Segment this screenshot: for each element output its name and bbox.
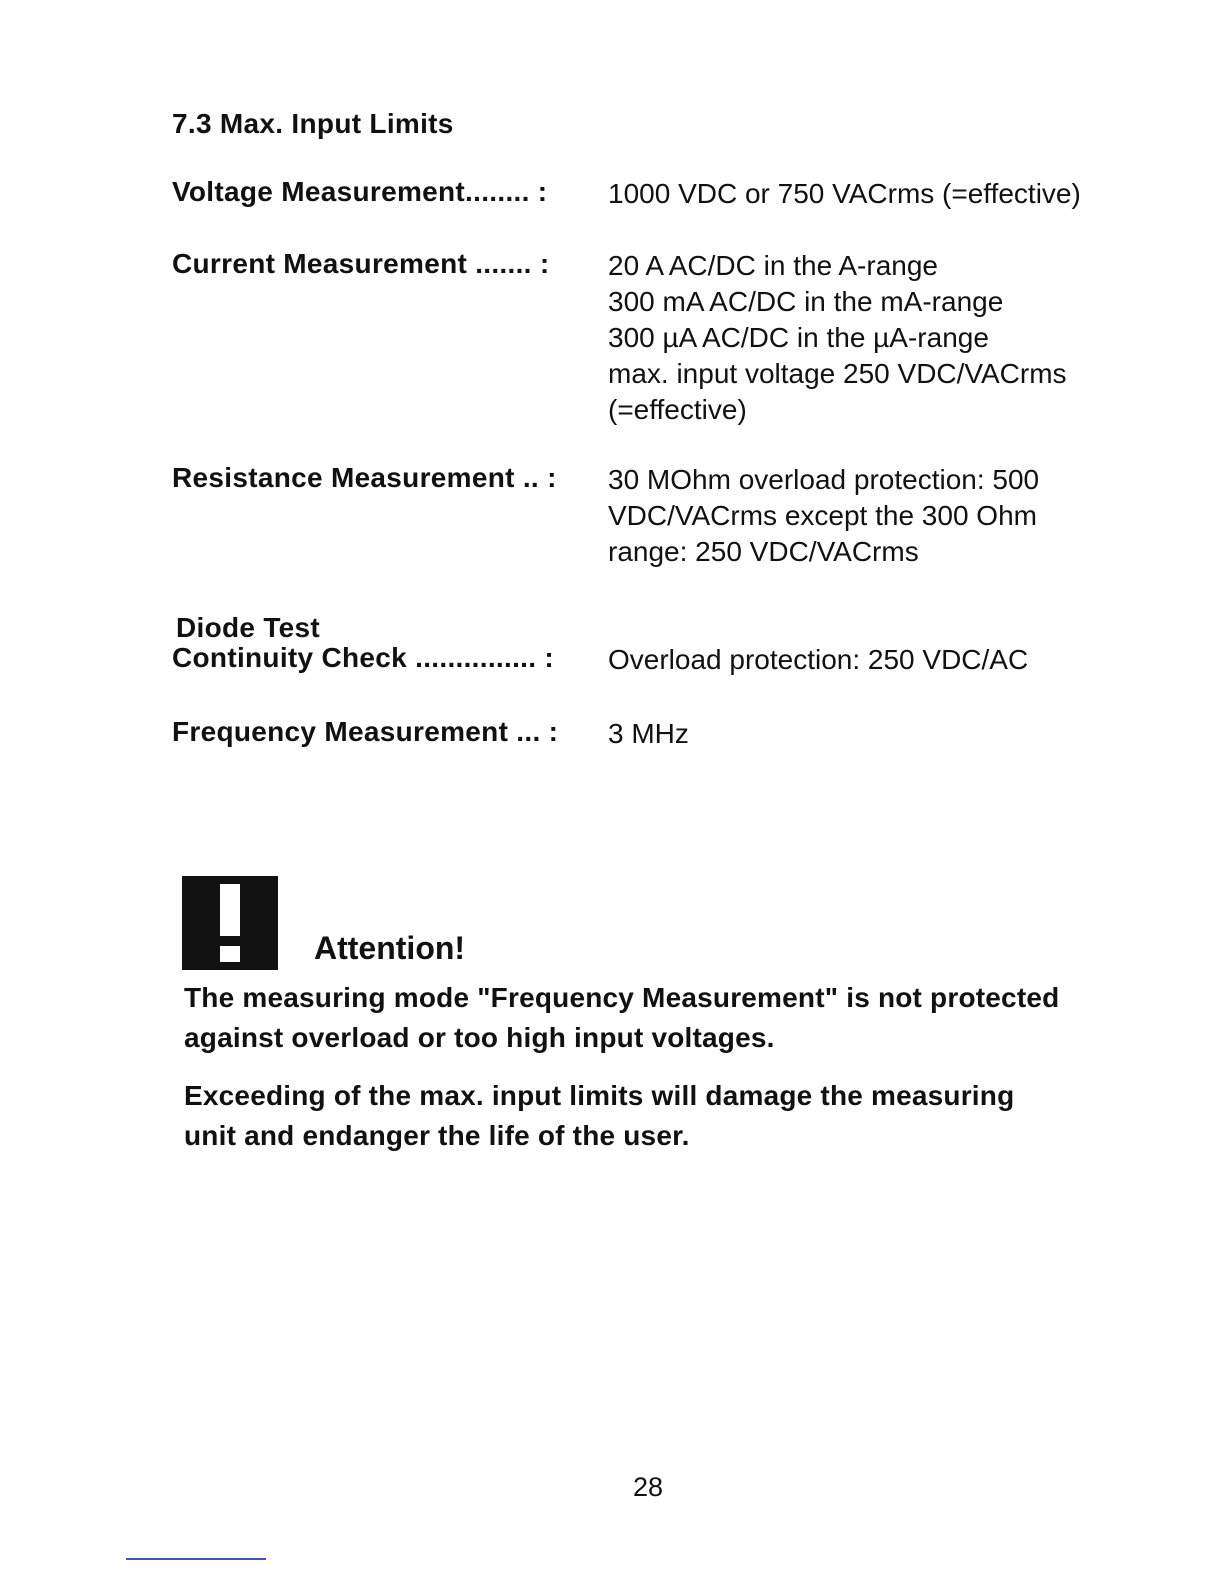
spec-row-continuity xyxy=(172,642,1112,678)
warning-line: The measuring mode "Frequency Measurement" is not protected xyxy=(184,982,1060,1013)
spec-label-resistance xyxy=(172,462,598,494)
exclamation-bar xyxy=(220,884,240,936)
exclamation-warning-icon xyxy=(182,876,278,970)
warning-paragraph xyxy=(184,1076,1114,1156)
colon: : xyxy=(547,462,557,493)
footer-rule xyxy=(126,1558,266,1560)
spec-label-text: Continuity Check xyxy=(172,642,408,673)
warning-line: against overload or too high input voltages. xyxy=(184,1022,775,1053)
spec-value-line: 20 A AC/DC in the A-range xyxy=(608,250,938,281)
spec-label-continuity xyxy=(172,642,598,674)
leader-dots: .. xyxy=(514,462,540,493)
spec-label-diode: Diode Test xyxy=(176,612,321,643)
section-title: 7.3 Max. Input Limits xyxy=(172,108,454,139)
spec-value-resistance xyxy=(608,462,1039,570)
spec-label-text: Current Measurement xyxy=(172,248,468,279)
spec-value-current xyxy=(608,248,1067,428)
colon: : xyxy=(544,642,555,673)
warning-line: Exceeding of the max. input limits will damage the measuring xyxy=(184,1080,1015,1111)
spec-value-voltage xyxy=(608,176,1081,212)
spec-value-line: VDC/VACrms except the 300 Ohm xyxy=(608,500,1037,531)
leader-dots: ... xyxy=(508,716,541,747)
colon: : xyxy=(537,176,548,207)
spec-label-text: Frequency Measurement xyxy=(172,716,509,747)
spec-label-frequency xyxy=(172,716,598,748)
colon: : xyxy=(548,716,559,747)
exclamation-dot xyxy=(220,946,240,962)
spec-label-voltage xyxy=(172,176,598,208)
spec-row-frequency xyxy=(172,716,1112,752)
spec-value-line: max. input voltage 250 VDC/VACrms xyxy=(608,358,1067,389)
spec-row-voltage xyxy=(172,176,1112,212)
leader-dots: ....... xyxy=(467,248,532,279)
spec-value-line: 30 MOhm overload protection: 500 xyxy=(608,464,1040,495)
attention-title: Attention! xyxy=(314,930,466,966)
spec-label-text: Voltage Measurement xyxy=(172,176,466,207)
spec-value-line: range: 250 VDC/VACrms xyxy=(608,536,919,567)
warning-line: unit and endanger the life of the user. xyxy=(184,1120,690,1151)
spec-label-text: Resistance Measurement xyxy=(172,462,515,493)
spec-value-frequency xyxy=(608,716,689,752)
spec-label-current xyxy=(172,248,598,280)
leader-dots: ............... xyxy=(407,642,537,673)
spec-value-line: Overload protection: 250 VDC/AC xyxy=(608,644,1029,675)
spec-row-resistance xyxy=(172,462,1112,570)
spec-value-line: 300 µA AC/DC in the µA-range xyxy=(608,322,989,353)
spec-value-continuity xyxy=(608,642,1028,678)
warning-paragraph xyxy=(184,978,1114,1058)
spec-value-line: 300 mA AC/DC in the mA-range xyxy=(608,286,1004,317)
colon: : xyxy=(539,248,550,279)
spec-row-current xyxy=(172,248,1112,428)
leader-dots: ........ xyxy=(465,176,530,207)
spec-value-line: 1000 VDC or 750 VACrms (=effective) xyxy=(608,178,1081,209)
spec-value-line: (=effective) xyxy=(608,394,747,425)
spec-value-line: 3 MHz xyxy=(608,718,689,749)
page-number: 28 xyxy=(632,1472,664,1502)
